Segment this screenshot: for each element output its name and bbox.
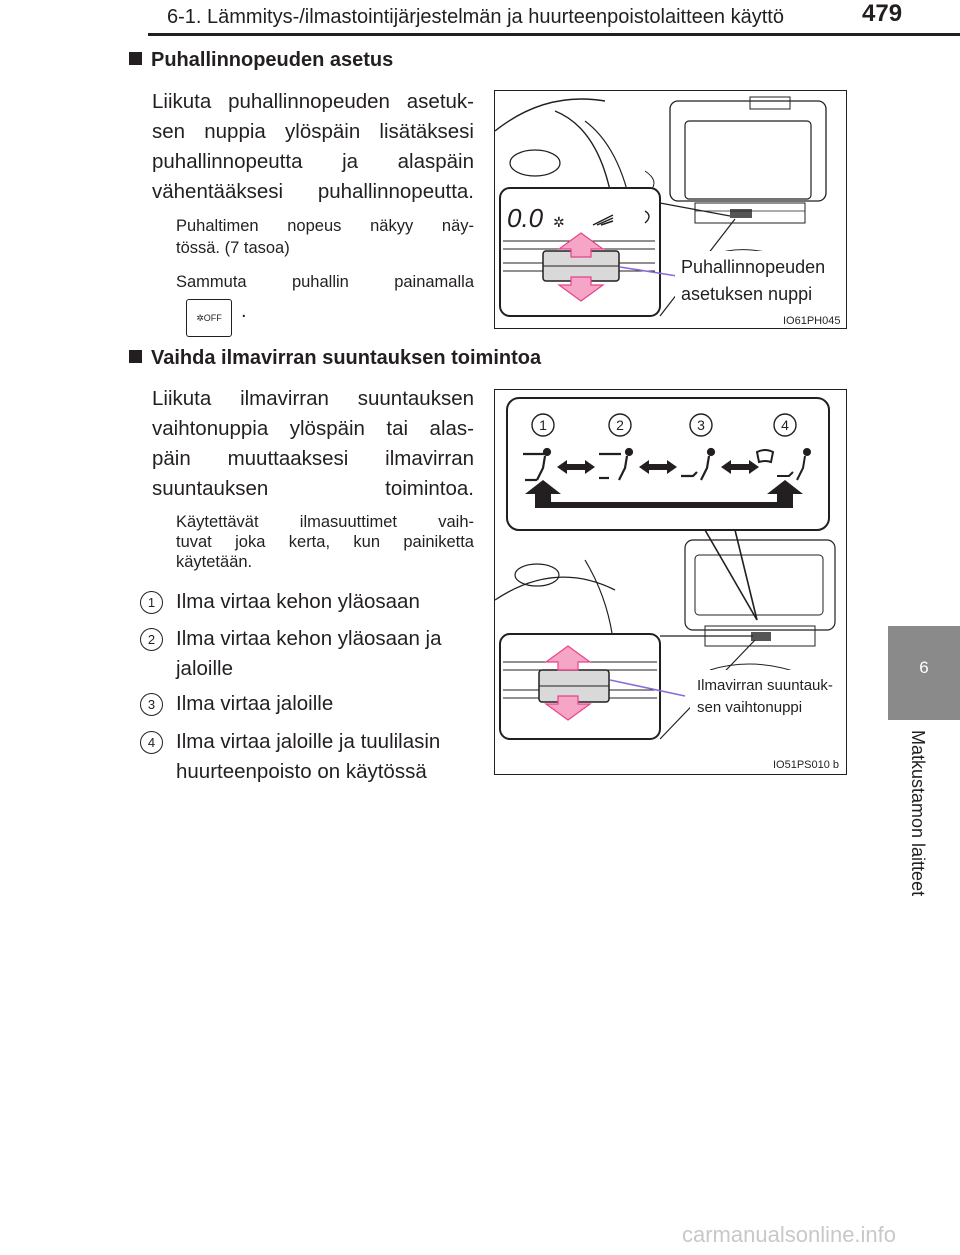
body-line: vaihtonuppia ylöspäin tai alas- (152, 417, 474, 440)
item-line: jaloille (176, 657, 233, 680)
item-line: Ilma virtaa jaloille ja tuulilasin (176, 730, 441, 753)
bullet-square-icon (129, 52, 142, 65)
item-number-1: 1 (140, 591, 163, 614)
fan-icon: ✲ (196, 313, 204, 323)
body-line: sen nuppia ylöspäin lisätäksesi (152, 120, 474, 143)
section-heading-airflow-mode (129, 347, 541, 370)
item-line: huurteenpoisto on käytössä (176, 760, 427, 783)
header-rule (148, 33, 960, 36)
fan-symbol-icon: ✲ (553, 215, 565, 231)
callout-label-line1: Puhallinnopeuden (681, 257, 826, 277)
body-line: päin muuttaaksesi ilmavirran (152, 447, 474, 470)
body-line: vähentääksesi puhallinnopeutta. (152, 180, 474, 203)
dashboard-illustration (495, 91, 846, 328)
item-text-2 (176, 624, 442, 684)
display-readout: 0.0 (507, 203, 544, 233)
section-heading-text: Puhallinnopeuden asetus (151, 49, 394, 71)
running-header-title: 6-1. Lämmitys-/ilmastointijärjestelmän ja huurteenpoistolaitteen käyttö (167, 6, 784, 28)
figure-airflow-mode-knob (494, 389, 847, 775)
section2-body (152, 384, 474, 504)
item-line: Ilma virtaa kehon yläosaan (176, 590, 420, 613)
item-number-3: 3 (140, 693, 163, 716)
callout-label-line1: Ilmavirran suuntauk- (697, 677, 833, 694)
note-line: tössä. (7 tasoa) (176, 239, 290, 257)
section-heading-text: Vaihda ilmavirran suuntauksen toimintoa (151, 347, 542, 369)
fan-off-button-icon (186, 299, 232, 337)
mode-number-1: 1 (539, 417, 547, 433)
body-line: puhallinnopeutta ja alaspäin (152, 150, 474, 173)
callout-label-line2: asetuksen nuppi (681, 284, 813, 304)
item-number-2: 2 (140, 628, 163, 651)
section1-body (152, 87, 474, 207)
mode-number-4: 4 (781, 417, 789, 433)
item-text-3 (176, 689, 333, 719)
figure-fan-speed-knob (494, 90, 847, 329)
page-number: 479 (862, 0, 903, 27)
airflow-illustration (495, 390, 846, 774)
figure-code: IO61PH045 (783, 315, 841, 327)
item-line: Ilma virtaa kehon yläosaan ja (176, 627, 442, 650)
item-text-1 (176, 587, 420, 617)
mode-number-3: 3 (697, 417, 705, 433)
chapter-title: Matkustamon laitteet (908, 730, 928, 897)
mode-number-2: 2 (616, 417, 624, 433)
section2-note (176, 512, 474, 572)
note-period: . (241, 300, 247, 322)
note-line: Käytettävät ilmasuuttimet vaih- (176, 513, 474, 531)
note-line: tuvat joka kerta, kun painiketta (176, 533, 474, 551)
body-line: suuntauksen toimintoa. (152, 477, 474, 500)
bullet-square-icon (129, 350, 142, 363)
chapter-number: 6 (919, 658, 929, 677)
note-line: Sammuta puhallin painamalla (176, 273, 474, 291)
note-line: Puhaltimen nopeus näkyy näy- (176, 217, 474, 235)
item-number-4: 4 (140, 731, 163, 754)
body-line: Liikuta puhallinnopeuden asetuk- (152, 90, 474, 113)
section1-note1 (176, 215, 474, 259)
off-button-label: OFF (203, 313, 222, 323)
watermark: carmanualsonline.info (682, 1222, 897, 1247)
section1-note2 (176, 271, 474, 293)
section-heading-fan-speed (129, 49, 393, 72)
item-text-4 (176, 727, 440, 787)
figure-code: IO51PS010 b (773, 759, 840, 771)
body-line: Liikuta ilmavirran suuntauksen (152, 387, 474, 410)
item-line: Ilma virtaa jaloille (176, 692, 334, 715)
note-line: käytetään. (176, 553, 253, 571)
callout-label-line2: sen vaihtonuppi (697, 699, 803, 716)
